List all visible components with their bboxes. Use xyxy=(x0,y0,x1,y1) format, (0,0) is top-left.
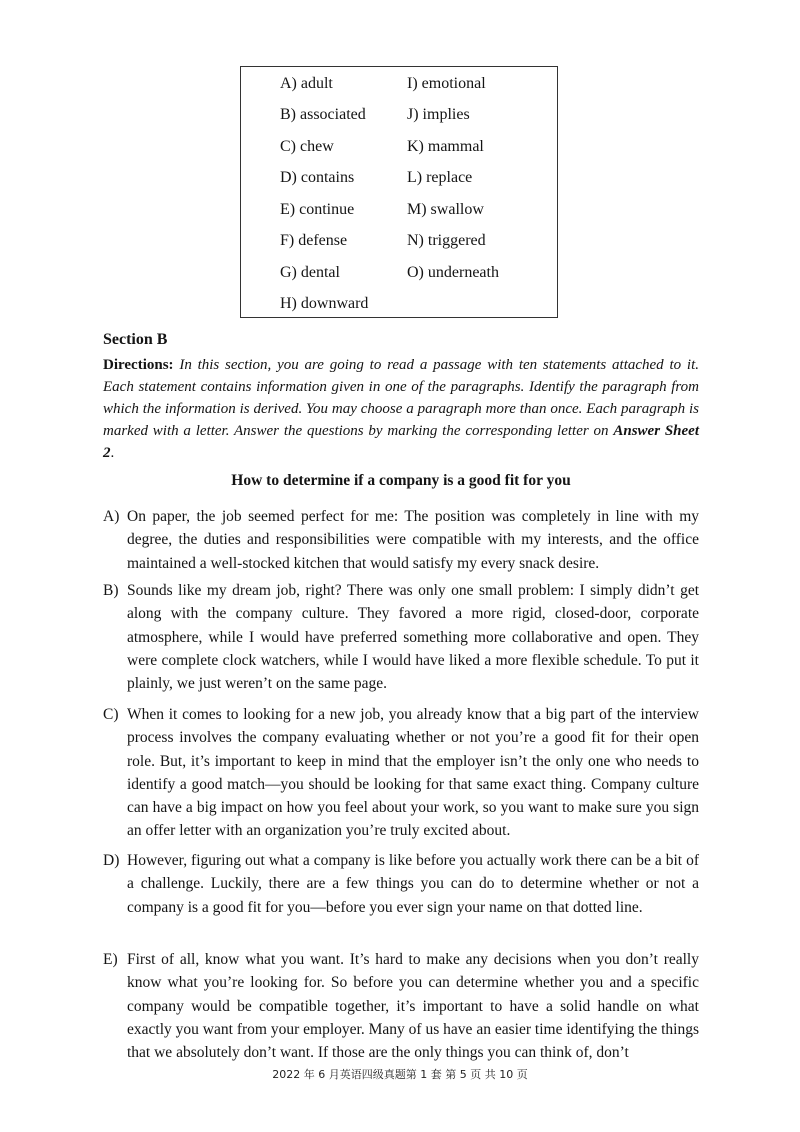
directions xyxy=(103,354,699,464)
paragraph-letter: B) xyxy=(103,582,119,599)
paragraph-letter: D) xyxy=(103,852,120,869)
paragraph-letter: A) xyxy=(103,508,120,525)
paragraph-e xyxy=(103,948,699,1064)
word-option: I) emotional xyxy=(407,75,486,92)
paragraph-a xyxy=(103,505,699,575)
section-title: Section B xyxy=(103,331,168,348)
word-option: K) mammal xyxy=(407,138,484,155)
word-option: E) continue xyxy=(280,201,355,218)
word-option: O) underneath xyxy=(407,264,499,281)
page-footer: 2022 年 6 月英语四级真题第 1 套 第 5 页 共 10 页 xyxy=(272,1068,528,1081)
word-bank-box xyxy=(240,66,558,318)
paragraph-text: On paper, the job seemed perfect for me: The position was completely in line with my degree, the duties and responsibilities were compatible with my interests, and the office maintained a well-stocked kitchen that would satisfy my every snack desire. xyxy=(127,508,699,572)
directions-end: . xyxy=(110,445,115,461)
word-option: B) associated xyxy=(280,106,366,123)
paragraph-d xyxy=(103,849,699,919)
paragraph-text: When it comes to looking for a new job, you already know that a big part of the interview process involves the company evaluating whether or not you’re a good fit for their open role. But, it’s important to keep in mind that the employer isn’t the only one who needs to identify a good match—you should be looking for that same exact thing. Company culture can have a big impact on how you feel about your work, so you want to make sure you sign an offer letter with an organization you’re truly excited about. xyxy=(127,706,699,840)
word-option: J) implies xyxy=(407,106,470,123)
paragraph-text: However, figuring out what a company is like before you actually work there can be a bit of a challenge. Luckily, there are a few things you can do to determine whether or not a company is a good fit for you—before you ever sign your name on that dotted line. xyxy=(127,852,699,916)
answer-sheet-ref: Answer Sheet 2 xyxy=(103,423,700,461)
word-option: D) contains xyxy=(280,169,355,186)
paragraph-letter: E) xyxy=(103,951,118,968)
word-option: C) chew xyxy=(280,138,334,155)
paragraph-c xyxy=(103,703,699,843)
directions-text: In this section, you are going to read a passage with ten statements attached to it. Each statement contains information given in one of the paragraphs. Identify the paragraph from which the information is derived. You may choose a paragraph more than once. Each paragraph is marked with a letter. Answer the questions by marking the corresponding letter on xyxy=(103,357,699,439)
directions-label: Directions: xyxy=(103,357,174,373)
word-option: F) defense xyxy=(280,232,348,249)
word-option: A) adult xyxy=(280,75,333,92)
paragraph-text: First of all, know what you want. It’s hard to make any decisions when you don’t really know what you’re looking for. So before you can determine whether you and a specific company would be compatible together, it’s important to have a solid handle on what exactly you want from your employer. Many of us have an easier time identifying the things that we absolutely don’t want. If those are the only things you can think of, don’t xyxy=(127,951,699,1062)
passage-title: How to determine if a company is a good fit for you xyxy=(231,472,571,489)
paragraph-b xyxy=(103,579,699,695)
word-option: L) replace xyxy=(407,169,473,186)
paragraph-letter: C) xyxy=(103,706,119,723)
paragraph-text: Sounds like my dream job, right? There was only one small problem: I simply didn’t get along with the company culture. They favored a more rigid, closed-door, corporate atmosphere, while I would have preferred something more collaborative and open. They were complete clock watchers, while I would have liked a more flexible schedule. To put it plainly, we just weren’t on the same page. xyxy=(127,582,699,693)
word-option: H) downward xyxy=(280,295,369,312)
word-option: G) dental xyxy=(280,264,340,281)
word-option: N) triggered xyxy=(407,232,486,249)
word-option: M) swallow xyxy=(407,201,484,218)
